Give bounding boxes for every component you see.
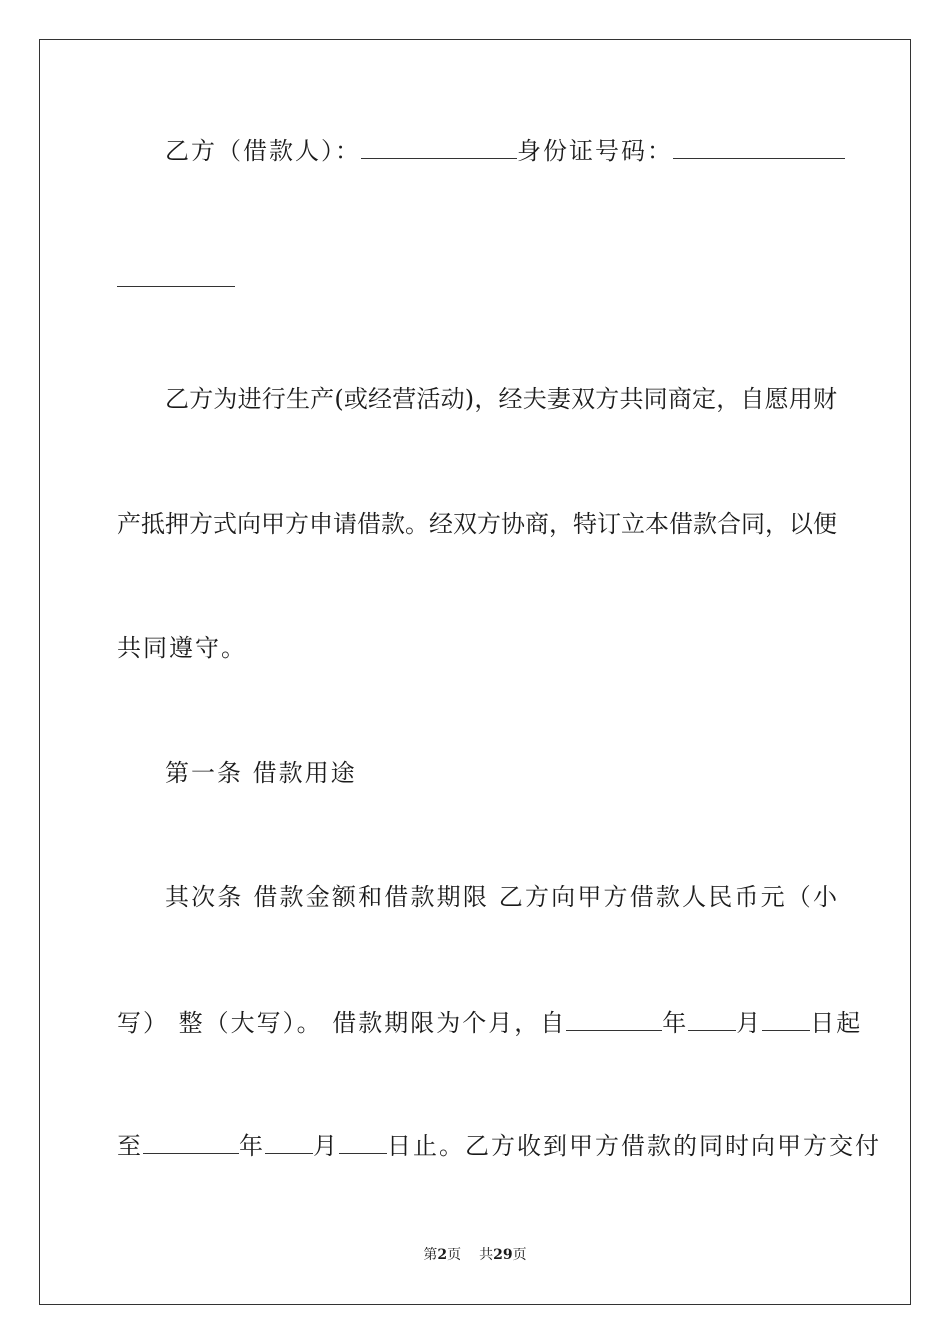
- id-number-blank: [673, 140, 845, 159]
- page-current: 2: [437, 1247, 448, 1263]
- page-total: 29: [493, 1247, 513, 1263]
- party-b-line: [165, 136, 837, 166]
- paragraph-1-line-1: 乙方为进行生产(或经营活动)，经夫妻双方共同商定，自愿用财: [165, 385, 837, 413]
- page-mid: 页: [447, 1247, 462, 1263]
- paragraph-1-line-2: 产抵押方式向甲方申请借款。经双方协商，特订立本借款合同，以便: [117, 510, 837, 538]
- until-month-blank: [265, 1135, 313, 1154]
- from-day-unit: 日起: [810, 1009, 863, 1037]
- party-b-name-blank: [361, 140, 517, 159]
- page-frame: [39, 39, 911, 1305]
- article-2-line-2-text: 写） 整（大写）。 借款期限为个月，自: [117, 1009, 567, 1037]
- article-2-line-3-text: 至: [117, 1132, 143, 1160]
- from-day-blank: [762, 1012, 810, 1031]
- from-month-unit: 月: [736, 1009, 763, 1037]
- article-2-line-2: [117, 1008, 863, 1038]
- page-footer: [0, 1244, 950, 1264]
- page-prefix: 第: [423, 1247, 438, 1263]
- from-month-blank: [688, 1012, 736, 1031]
- from-year-unit: 年: [662, 1009, 689, 1037]
- until-day-text: 日止。乙方收到甲方借款的同时向甲方交付: [387, 1132, 881, 1160]
- until-year-blank: [143, 1135, 239, 1154]
- until-year-unit: 年: [239, 1132, 265, 1160]
- from-year-blank: [566, 1012, 662, 1031]
- article-1-heading: 第一条 借款用途: [165, 759, 357, 787]
- party-b-label: 乙方（借款人）：: [165, 137, 361, 165]
- article-2-line-1: 其次条 借款金额和借款期限 乙方向甲方借款人民币元（小: [165, 883, 837, 911]
- article-2-line-3: [117, 1131, 881, 1161]
- id-number-label: 身份证号码：: [517, 137, 673, 165]
- paragraph-1-line-3: 共同遵守。: [117, 634, 247, 662]
- until-month-unit: 月: [313, 1132, 339, 1160]
- total-suffix: 页: [512, 1247, 527, 1263]
- id-number-continuation: [117, 264, 837, 294]
- id-number-blank-continued: [117, 268, 235, 287]
- total-prefix: 共: [479, 1247, 494, 1263]
- until-day-blank: [339, 1135, 387, 1154]
